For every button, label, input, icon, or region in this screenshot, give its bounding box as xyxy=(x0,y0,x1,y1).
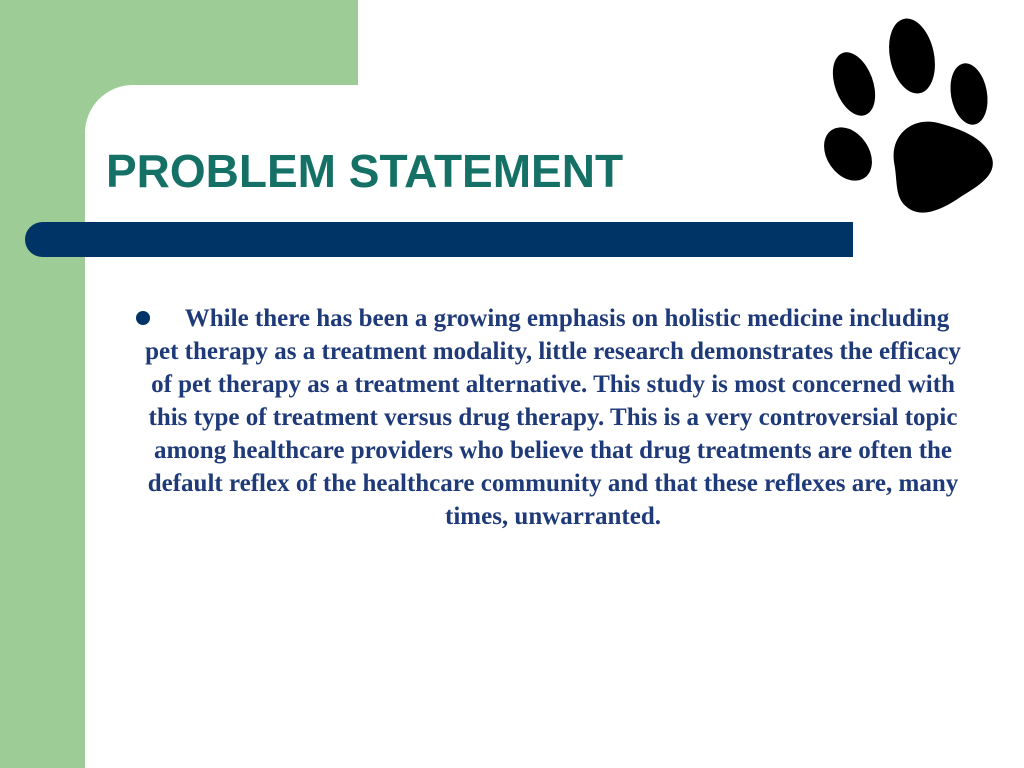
problem-statement-text: While there has been a growing emphasis on holistic medicine including pet therapy as a treatment modality, little research demonstrates the efficacy of pet therapy as a treatment alternative. This study is most concerned with this type of treatment versus drug therapy. This is a very controversial topic among healthcare providers who believe that drug treatments are often the default reflex of the healthcare community and that these reflexes are, many times, unwarranted. xyxy=(145,305,961,530)
paw-toe-2 xyxy=(883,14,942,97)
paw-toe-1 xyxy=(825,46,883,121)
paw-toe-4 xyxy=(820,118,882,190)
slide-title: PROBLEM STATEMENT xyxy=(106,145,624,197)
paw-pad xyxy=(894,122,993,213)
paw-print-icon xyxy=(820,12,1002,222)
paw-toe-3 xyxy=(946,60,992,127)
green-left-accent xyxy=(0,0,85,768)
title-underline-bar xyxy=(25,222,853,257)
